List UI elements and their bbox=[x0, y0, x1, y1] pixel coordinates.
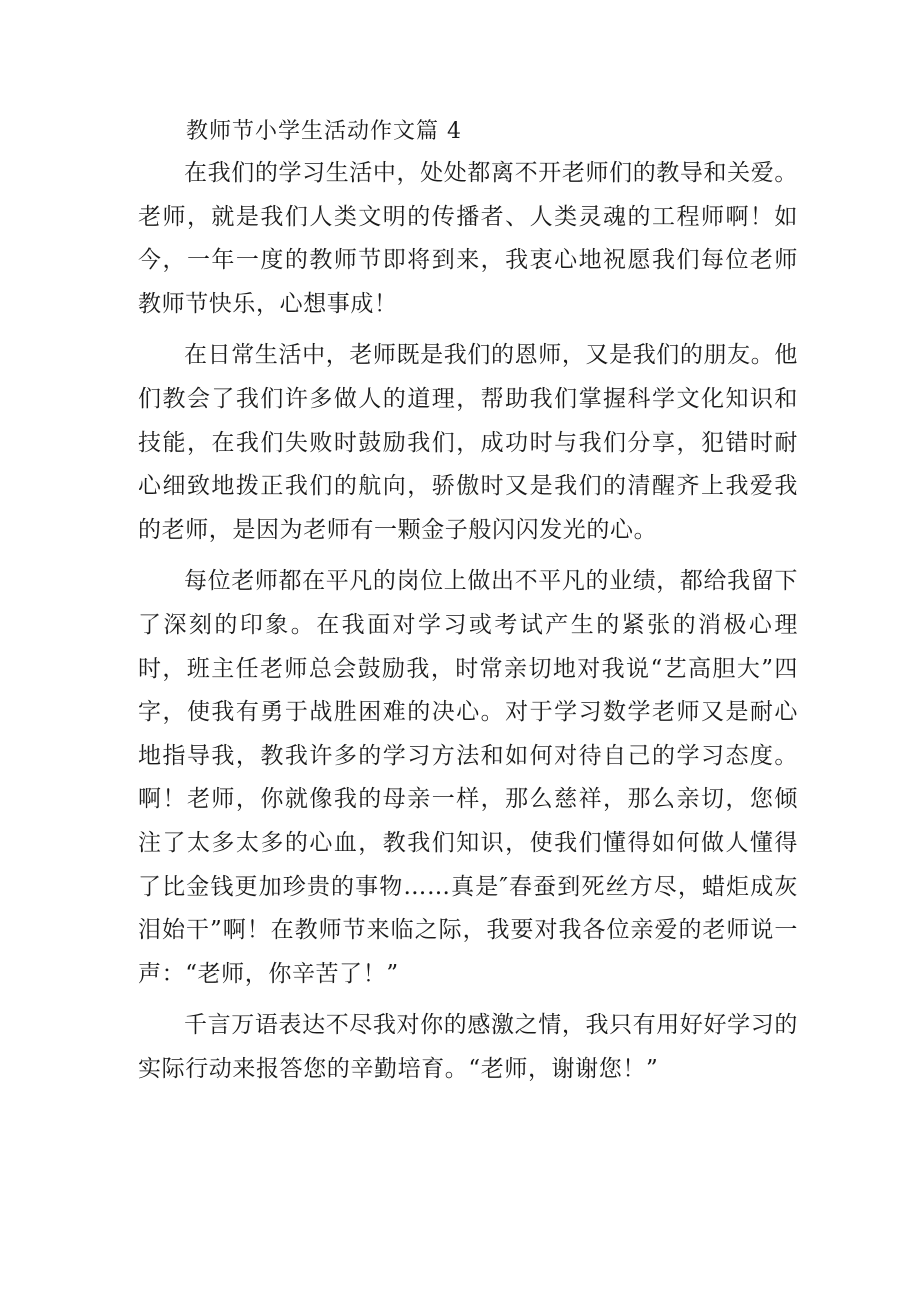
paragraph-4: 千言万语表达不尽我对你的感激之情，我只有用好好学习的实际行动来报答您的辛勤培育。“老师，谢谢您！” bbox=[138, 1012, 798, 1082]
paragraph-2: 在日常生活中，老师既是我们的恩师，又是我们的朋友。他们教会了我们许多做人的道理，帮助我们掌握科学文化知识和技能，在我们失败时鼓励我们，成功时与我们分享，犯错时耐心细致地拨正我们的航向，骄傲时又是我们的清醒齐上我爱我的老师，是因为老师有一颗金子般闪闪发光的心。 bbox=[138, 342, 798, 543]
paragraph-3: 每位老师都在平凡的岗位上做出不平凡的业绩，都给我留下了深刻的印象。在我面对学习或考试产生的紧张的消极心理时，班主任老师总会鼓励我，时常亲切地对我说“艺高胆大”四字，使我有勇于战胜困难的决心。对于学习数学老师又是耐心地指导我，教我许多的学习方法和如何对待自己的学习态度。啊！老师，你就像我的母亲一样，那么慈祥，那么亲切，您倾注了太多太多的心血，教我们知识，使我们懂得如何做人懂得了比金钱更加珍贵的事物……真是″春蚕到死丝方尽，蜡炬成灰泪始干”啊！在教师节来临之际，我要对我各位亲爱的老师说一声：“老师，你辛苦了！” bbox=[138, 568, 798, 987]
document-title: 教师节小学生活动作文篇 4 bbox=[186, 119, 462, 144]
document-page bbox=[138, 112, 798, 1091]
paragraph-1: 在我们的学习生活中，处处都离不开老师们的教导和关爱。老师，就是我们人类文明的传播者、人类灵魂的工程师啊！如今，一年一度的教师节即将到来，我衷心地祝愿我们每位老师教师节快乐，心想事成！ bbox=[138, 160, 798, 317]
